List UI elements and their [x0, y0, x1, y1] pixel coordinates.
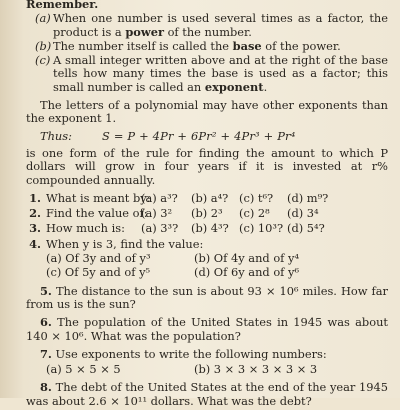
exercise-6 [26, 316, 388, 343]
formula-thus-label: Thus: [40, 128, 72, 143]
exercise-number: 7. [40, 346, 52, 361]
exercise-option: (a) a³? [141, 190, 178, 205]
exercise-4 [26, 238, 388, 251]
exercise-row [26, 207, 388, 220]
exercise-4-parts-row [26, 252, 388, 265]
exercise-question: What is meant by: [46, 190, 151, 205]
exercise-8 [26, 381, 388, 408]
exercise-option: (d) 5⁴? [287, 221, 325, 236]
definition-text [53, 40, 388, 53]
definition-text-after: . [263, 79, 268, 94]
definition-label: (a) [35, 11, 51, 26]
definition-term: base [232, 38, 262, 53]
exercise-part: (b) 3 × 3 × 3 × 3 × 3 [194, 362, 318, 377]
exercise-option: (d) m⁹? [287, 190, 329, 205]
exercise-question: Use exponents to write the following numbers: [55, 346, 327, 361]
formula-explanation: is one form of the rule for finding the amount to which P dollars will grow in four years if it is invested at r% compounded annually. [26, 145, 388, 187]
exercise-option: (c) t⁶? [239, 190, 274, 205]
remember-heading: Remember. [26, 0, 99, 11]
definition-term: exponent [204, 79, 264, 94]
definition-text-after: of the power. [261, 38, 341, 53]
exercise-option: (c) 10³? [239, 221, 284, 236]
exercise-option: (b) a⁴? [191, 190, 229, 205]
exercise-part: (c) Of 5y and of y⁵ [46, 265, 151, 280]
exercise-question: The population of the United States in 1945 was about 140 × 10⁶. What was the population? [26, 315, 388, 343]
exercise-question: When y is 3, find the value: [46, 236, 204, 251]
exercise-number: 3. [29, 221, 41, 236]
definition-text [53, 54, 388, 94]
definition-label: (b) [35, 38, 52, 53]
exercise-question: The distance to the sun is about 93 × 10⁶ miles. How far from us is the sun? [26, 283, 388, 311]
exercise-part: (a) Of 3y and of y³ [46, 251, 151, 266]
definition-text-before: The number itself is called the [53, 38, 233, 53]
exercise-number: 6. [40, 315, 52, 330]
exercise-option: (a) 3³? [141, 221, 179, 236]
formula-expression: S = P + 4Pr + 6Pr² + 4Pr³ + Pr⁴ [102, 128, 296, 143]
exercise-row [26, 192, 388, 205]
definition-item [26, 40, 388, 53]
definition-text [53, 12, 388, 39]
exercise-number: 2. [29, 206, 41, 221]
exercise-part: (d) Of 6y and of y⁶ [194, 265, 300, 280]
exercise-7 [26, 348, 388, 361]
exercise-question: How much is: [46, 221, 125, 236]
exercise-question: Find the value of: [46, 206, 148, 221]
definition-item [26, 12, 388, 39]
exercise-option: (b) 4³? [191, 221, 229, 236]
exercise-option: (a) 3² [141, 206, 173, 221]
exercise-option: (b) 2³ [191, 206, 223, 221]
exercise-number: 5. [40, 283, 52, 298]
exercise-number: 8. [40, 380, 52, 395]
exercise-part: (a) 5 × 5 × 5 [46, 362, 121, 377]
exercise-number: 4. [29, 236, 41, 251]
polynomial-paragraph: The letters of a polynomial may have other exponents than the exponent 1. [26, 98, 388, 126]
exercise-question: The debt of the United States at the end of the year 1945 was about 2.6 × 10¹¹ dollars. What was the debt? [26, 380, 389, 408]
exercise-option: (d) 3⁴ [287, 206, 319, 221]
exercise-option: (c) 2⁸ [239, 206, 270, 221]
exercise-5 [26, 285, 388, 312]
formula-line [26, 130, 388, 143]
definition-label: (c) [35, 53, 51, 68]
definition-text-before: A small integer written above and at the right of the base tells how many times the base is used as a factor; this small number is called an [53, 53, 388, 94]
definition-list [26, 12, 388, 94]
definition-text-after: of the number. [163, 24, 252, 39]
definition-text-before: When one number is used several times as a factor, the product is a [53, 11, 388, 39]
exercise-7-parts-row [26, 363, 388, 376]
exercise-number: 1. [29, 190, 41, 205]
exercise-4-parts-row [26, 266, 388, 279]
exercise-part: (b) Of 4y and of y⁴ [194, 251, 300, 266]
definition-item [26, 54, 388, 94]
definition-term: power [125, 24, 164, 39]
exercise-row [26, 222, 388, 235]
